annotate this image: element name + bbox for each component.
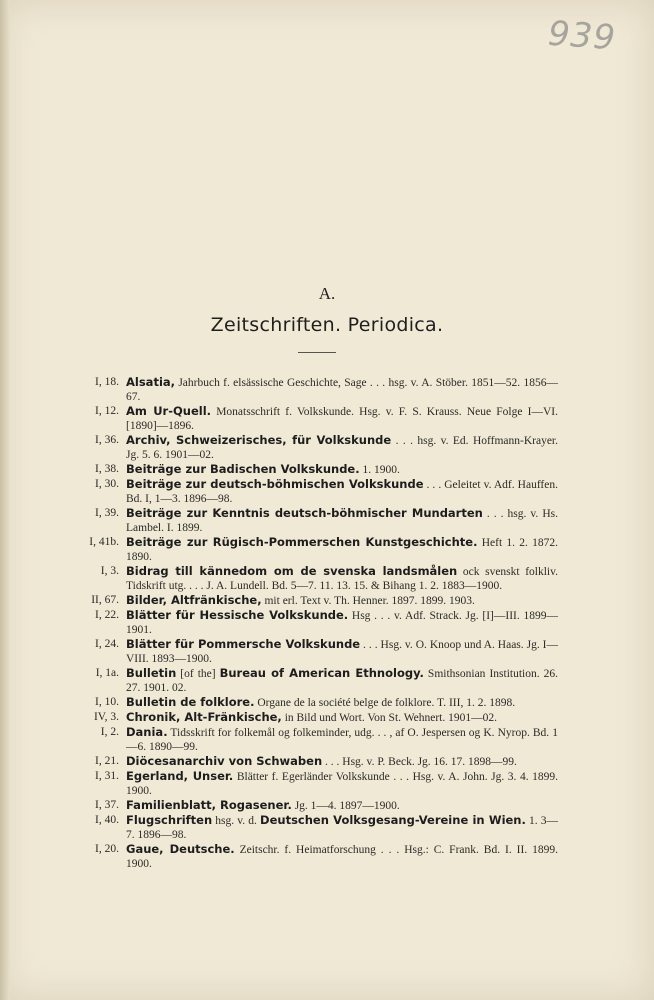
entry-text: [of the] xyxy=(176,668,220,680)
entry-text: Heft 1. 2. 1872. 1890. xyxy=(126,537,558,563)
entry-body xyxy=(126,637,558,666)
entry-row xyxy=(58,637,558,666)
entry-text: hsg. v. d. xyxy=(212,815,261,827)
entry-keyword-secondary: Bureau of American Ethnology. xyxy=(219,666,424,680)
entry-row xyxy=(58,842,558,871)
entry-text-secondary: Smithsonian Institution. 26. 27. 1901. 02. xyxy=(126,668,558,694)
entry-body xyxy=(126,842,558,871)
entry-text: Jahrbuch f. elsässische Geschichte, Sage . . . hsg. v. A. Stöber. 1851—52. 1856—67. xyxy=(126,377,558,403)
folio-number: 939 xyxy=(546,13,618,59)
entry-row xyxy=(58,754,558,769)
entry-keyword: Am Ur-Quell. xyxy=(126,404,212,418)
entry-keyword: Alsatia, xyxy=(126,375,176,389)
entry-text: . . . hsg. v. Hs. Lambel. I. 1899. xyxy=(126,508,558,534)
entry-text: . . . hsg. v. Ed. Hoffmann-Krayer. Jg. 5. 6. 1901—02. xyxy=(126,435,558,461)
entry-keyword: Bidrag till kännedom om de svenska landsmålen xyxy=(126,564,458,578)
entry-number: I, 30. xyxy=(95,478,119,490)
entry-row xyxy=(58,462,558,477)
entry-text: Organe de la société belge de folklore. T. III, 1. 2. 1898. xyxy=(254,697,516,709)
entry-row xyxy=(58,798,558,813)
section-title: Zeitschriften. Periodica. xyxy=(210,314,444,336)
entry-row xyxy=(58,769,558,798)
entry-number: I, 18. xyxy=(95,376,119,388)
entry-body xyxy=(126,506,558,535)
entry-text: in Bild und Wort. Von St. Wehnert. 1901—02. xyxy=(281,712,497,724)
entry-text: . . . Hsg. v. P. Beck. Jg. 16. 17. 1898—99. xyxy=(322,756,517,768)
entry-number: I, 10. xyxy=(95,696,119,708)
entry-body xyxy=(126,754,558,769)
entry-keyword-secondary: Deutschen Volksgesang-Vereine in Wien. xyxy=(260,813,526,827)
entry-number: I, 36. xyxy=(95,434,119,446)
entry-keyword: Bulletin xyxy=(126,666,177,680)
entry-keyword: Archiv, Schweizerisches, für Volkskunde xyxy=(126,433,392,447)
entry-keyword: Beiträge zur deutsch-böhmischen Volkskunde xyxy=(126,477,424,491)
entry-text: mit erl. Text v. Th. Henner. 1897. 1899. 1903. xyxy=(261,595,475,607)
entry-keyword: Blätter für Hessische Volkskunde. xyxy=(126,608,349,622)
entry-body xyxy=(126,433,558,462)
entry-text: . . . Hsg. v. O. Knoop und A. Haas. Jg. I—VIII. 1893—1900. xyxy=(126,639,558,665)
entry-body xyxy=(126,375,558,404)
entry-body xyxy=(126,462,558,477)
entry-body xyxy=(126,593,558,608)
entry-body xyxy=(126,813,558,842)
entry-keyword: Bilder, Altfränkische, xyxy=(126,593,262,607)
entry-row xyxy=(58,506,558,535)
entry-row xyxy=(58,710,558,725)
entry-text: Hsg . . . v. Adf. Strack. Jg. [I]—III. 1899—1901. xyxy=(126,610,558,636)
entry-number: I, 22. xyxy=(95,609,119,621)
entry-body xyxy=(126,769,558,798)
entry-number: I, 31. xyxy=(95,770,119,782)
entry-row xyxy=(58,695,558,710)
entry-row xyxy=(58,564,558,593)
entry-number: I, 12. xyxy=(95,405,119,417)
entry-keyword: Flugschriften xyxy=(126,813,213,827)
entry-number: I, 39. xyxy=(95,507,119,519)
entry-body xyxy=(126,725,558,754)
entry-number: I, 37. xyxy=(95,799,119,811)
entry-keyword: Chronik, Alt-Fränkische, xyxy=(126,710,282,724)
entry-number: I, 21. xyxy=(95,755,119,767)
entry-number: I, 20. xyxy=(95,843,119,855)
entry-text: 1. 1900. xyxy=(359,464,400,476)
entry-row xyxy=(58,608,558,637)
entry-row xyxy=(58,535,558,564)
entry-keyword: Beiträge zur Kenntnis deutsch-böhmischer Mundarten xyxy=(126,506,483,520)
entry-row xyxy=(58,593,558,608)
entry-number: I, 1a. xyxy=(95,667,119,679)
entry-text: ock svenskt folkliv. Tidskrift utg. . . . J. A. Lundell. Bd. 5—7. 11. 13. 15. & Bihang 1. 2. 1883—1900. xyxy=(126,566,559,592)
entry-keyword: Gaue, Deutsche. xyxy=(126,842,235,856)
entry-number: I, 40. xyxy=(95,814,119,826)
entry-keyword: Diöcesanarchiv von Schwaben xyxy=(126,754,323,768)
entry-body xyxy=(126,477,558,506)
entry-body xyxy=(126,608,558,637)
entry-body xyxy=(126,695,558,710)
entry-body xyxy=(126,564,558,593)
title-rule xyxy=(298,352,336,353)
entry-keyword: Bulletin de folklore. xyxy=(126,695,255,709)
entry-keyword: Beiträge zur Rügisch-Pommerschen Kunstgeschichte. xyxy=(126,535,478,549)
entry-body xyxy=(126,798,558,813)
page-spine xyxy=(0,0,10,1000)
entry-number: II, 67. xyxy=(91,594,119,606)
entry-body xyxy=(126,404,558,433)
entry-row xyxy=(58,666,558,695)
entry-keyword: Egerland, Unser. xyxy=(126,769,234,783)
entry-row xyxy=(58,433,558,462)
entry-text: Tidsskrift for folkemål og folkeminder, udg. . . , af O. Jespersen og K. Nyrop. Bd. 1—6. 1890—99. xyxy=(126,727,558,753)
entry-text: Jg. 1—4. 1897—1900. xyxy=(291,800,400,812)
entry-row xyxy=(58,375,558,404)
entry-keyword: Blätter für Pommersche Volkskunde xyxy=(126,637,361,651)
entry-row xyxy=(58,813,558,842)
entry-row xyxy=(58,725,558,754)
entry-keyword: Familienblatt, Rogasener. xyxy=(126,798,292,812)
entry-number: I, 2. xyxy=(100,726,119,738)
entry-text: Zeitschr. f. Heimatforschung . . . Hsg.: C. Frank. Bd. I. II. 1899. 1900. xyxy=(126,844,558,870)
entry-body xyxy=(126,535,558,564)
entry-row xyxy=(58,477,558,506)
entry-row xyxy=(58,404,558,433)
entry-text: . . . Geleitet v. Adf. Hauffen. Bd. I, 1—3. 1896—98. xyxy=(126,479,558,505)
entry-body xyxy=(126,666,558,695)
entry-number: IV, 3. xyxy=(93,711,119,723)
entry-number: I, 38. xyxy=(95,463,119,475)
entry-list xyxy=(58,375,558,871)
entry-text-secondary: 1. 3—7. 1896—98. xyxy=(126,815,559,841)
entry-keyword: Beiträge zur Badischen Volkskunde. xyxy=(126,462,360,476)
entry-text: Monatsschrift f. Volkskunde. Hsg. v. F. S. Krauss. Neue Folge I—VI. [1890]—1896. xyxy=(126,406,558,432)
entry-number: I, 41b. xyxy=(89,536,119,548)
entry-text: Blätter f. Egerländer Volkskunde . . . Hsg. v. A. John. Jg. 3. 4. 1899. 1900. xyxy=(126,771,559,797)
entry-number: I, 3. xyxy=(100,565,119,577)
entry-number: I, 24. xyxy=(95,638,119,650)
entry-keyword: Dania. xyxy=(126,725,168,739)
entry-body xyxy=(126,710,558,725)
section-letter: A. xyxy=(318,284,336,303)
